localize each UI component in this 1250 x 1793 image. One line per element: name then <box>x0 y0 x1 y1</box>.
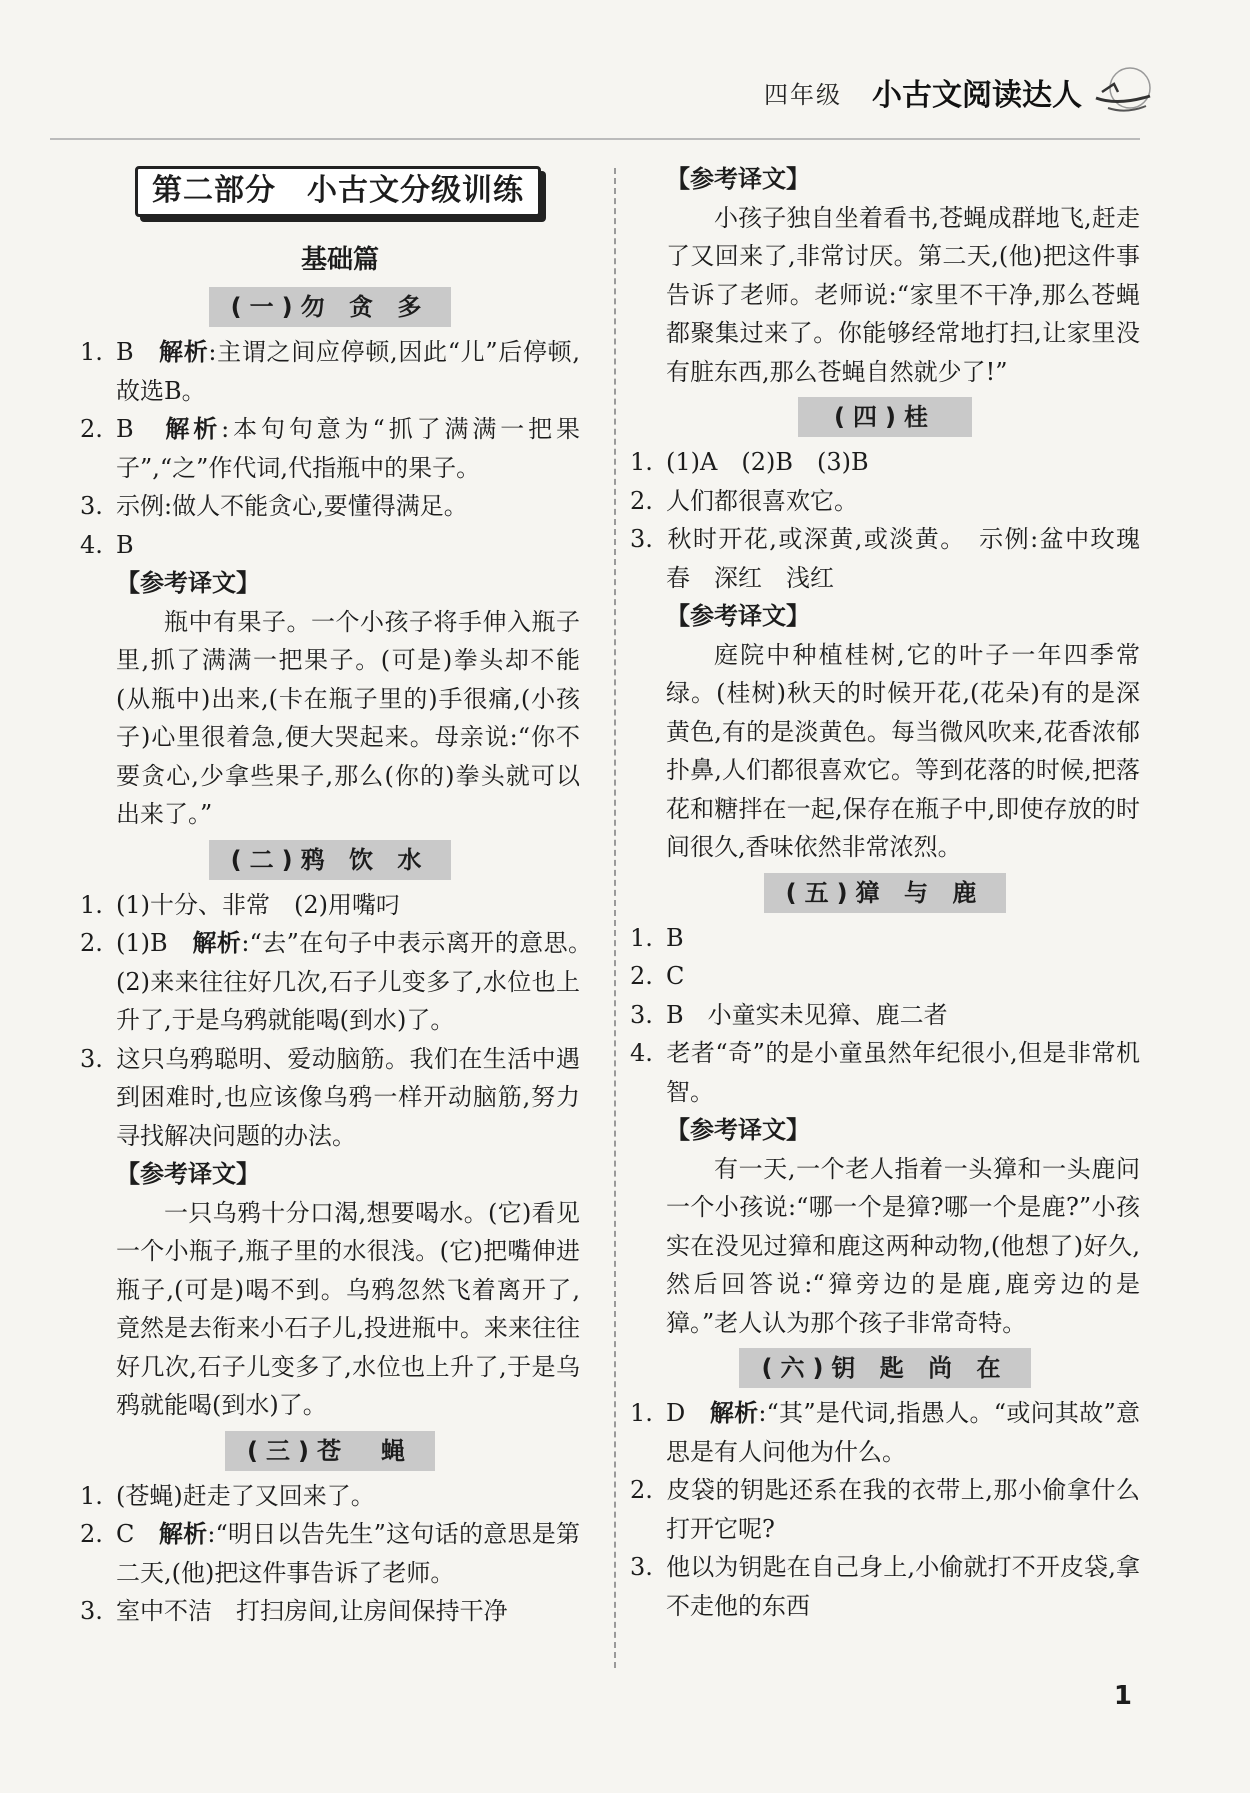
answer-item <box>80 886 580 925</box>
answer-item <box>630 482 1140 521</box>
item-text: 室中不洁 打扫房间,让房间保持干净 <box>116 1597 508 1625</box>
section-heading <box>80 840 580 880</box>
item-answer: C <box>116 1520 159 1548</box>
level-title: 基础篇 <box>300 244 379 275</box>
item-number: 1. <box>80 1481 103 1510</box>
item-number: 2. <box>80 1520 103 1548</box>
item-number: 3. <box>80 492 103 520</box>
item-number: 2. <box>80 415 103 443</box>
item-text: (1)A (2)B (3)B <box>666 448 869 476</box>
grade-label: 四年级 <box>764 80 842 109</box>
section-heading <box>630 397 1140 437</box>
item-number: 1. <box>80 338 103 366</box>
answer-item <box>80 333 580 410</box>
item-number: 3. <box>630 1553 653 1581</box>
item-text: 示例:做人不能贪心,要懂得满足。 <box>116 492 468 520</box>
item-text: 皮袋的钥匙还系在我的衣带上,那小偷拿什么打开它呢? <box>666 1476 1140 1543</box>
left-sections <box>80 287 604 1631</box>
item-answer: (1)B <box>116 929 193 957</box>
item-number: 4. <box>80 530 103 559</box>
item-number: 2. <box>80 929 103 957</box>
answer-item <box>630 1394 1140 1471</box>
book-title: 小古文阅读达人 <box>872 78 1082 113</box>
analysis-label: 解析 <box>709 1399 759 1427</box>
header-rule <box>50 138 1140 140</box>
analysis-label: 解析 <box>165 415 222 443</box>
item-number: 1. <box>630 448 653 476</box>
section-heading <box>630 873 1140 913</box>
item-answer: B <box>116 338 160 366</box>
right-sections <box>630 160 1164 1625</box>
item-text: :“其”是代词,指愚人。“或问其故”意思是有人问他为什么。 <box>666 1399 1141 1466</box>
left-column <box>80 160 604 1631</box>
answer-item <box>630 919 1140 958</box>
section-title: (二)鸦 饮 水 <box>209 840 452 880</box>
item-answer: B <box>116 415 166 443</box>
item-text: 这只乌鸦聪明、爱动脑筋。我们在生活中遇到困难时,也应该像乌鸦一样开动脑筋,努力寻找解决问题的办法。 <box>116 1044 580 1150</box>
answer-item <box>630 443 1140 482</box>
item-text: :主谓之间应停顿,因此“儿”后停顿,故选B。 <box>116 338 581 405</box>
item-number: 3. <box>630 1000 653 1029</box>
page-number: 1 <box>1113 1681 1132 1711</box>
reference-label: 【参考译文】 <box>116 1160 260 1188</box>
answer-item <box>630 996 1140 1035</box>
page-header <box>764 62 1158 122</box>
item-number: 3. <box>80 1044 103 1073</box>
answer-item <box>630 520 1164 597</box>
reference-label: 【参考译文】 <box>666 602 810 630</box>
part-title: 第二部分 小古文分级训练 <box>135 166 541 217</box>
item-number: 1. <box>630 1399 653 1427</box>
item-text: 老者“奇”的是小童虽然年纪很小,但是非常机智。 <box>666 1039 1140 1106</box>
section-title: (五)獐 与 鹿 <box>764 873 1007 913</box>
item-answer: C <box>666 962 685 990</box>
section-heading <box>630 1348 1140 1388</box>
item-answer: B <box>666 923 684 952</box>
answer-item <box>80 1515 580 1592</box>
item-text: 他以为钥匙在自己身上,小偷就打不开皮袋,拿不走他的东西 <box>666 1553 1140 1620</box>
section-title: (三)苍 蝇 <box>225 1431 435 1471</box>
answer-item <box>80 1477 580 1516</box>
translation-paragraph: 小孩子独自坐着看书,苍蝇成群地飞,赶走了又回来了,非常讨厌。第二天,(他)把这件事告诉了老师。老师说:“家里不干净,那么苍蝇都聚集过来了。你能够经常地打扫,让家里没有脏东西,那么苍蝇自然就少了!” <box>666 203 1140 386</box>
item-number: 2. <box>630 1476 653 1504</box>
answer-item <box>80 1040 580 1156</box>
item-text: 秋时开花,或深黄,或淡黄。 示例:盆中玫瑰 春 深红 浅红 <box>666 525 1164 592</box>
item-number: 2. <box>630 486 653 515</box>
item-answer: B <box>116 530 134 559</box>
translation-paragraph: 庭院中种植桂树,它的叶子一年四季常绿。(桂树)秋天的时候开花,(花朵)有的是深黄色,有的是淡黄色。每当微风吹来,花香浓郁扑鼻,人们都很喜欢它。等到花落的时候,把落花和糖拌在一起,保存在瓶子中,即使存放的时间很久,香味依然非常浓烈。 <box>666 640 1140 861</box>
column-divider <box>614 168 616 1668</box>
item-number: 3. <box>630 525 653 553</box>
section-heading <box>80 1431 580 1471</box>
item-number: 3. <box>80 1597 103 1625</box>
analysis-label: 解析 <box>192 929 242 957</box>
item-answer: D <box>666 1399 710 1427</box>
answer-item <box>80 924 604 1040</box>
answer-item <box>80 526 580 565</box>
item-text: 小童实未见獐、鹿二者 <box>707 1000 948 1029</box>
section-title: (四)桂 <box>798 397 972 437</box>
answer-item <box>80 1592 580 1631</box>
item-text: 人们都很喜欢它。 <box>666 486 858 515</box>
item-text: :“去”在句子中表示离开的意思。 (2)来来往往好几次,石子儿变多了,水位也上升了,于是乌鸦就能喝(到水)了。 <box>116 929 604 1034</box>
answer-item <box>80 487 580 526</box>
answer-item <box>630 957 1140 996</box>
section-title: (一)勿 贪 多 <box>209 287 452 327</box>
item-text: :本句句意为“抓了满满一把果子”,“之”作代词,代指瓶中的果子。 <box>116 415 580 482</box>
right-column <box>630 160 1164 1625</box>
item-number: 1. <box>630 923 653 952</box>
translation-paragraph: 一只乌鸦十分口渴,想要喝水。(它)看见一个小瓶子,瓶子里的水很浅。(它)把嘴伸进瓶子,(可是)喝不到。乌鸦忽然飞着离开了,竟然是去衔来小石子儿,投进瓶中。来来往往好几次,石子儿变多了,水位也上升了,于是乌鸦就能喝(到水)了。 <box>116 1198 580 1419</box>
item-number: 4. <box>630 1039 653 1067</box>
translation-paragraph: 有一天,一个老人指着一头獐和一头鹿问一个小孩说:“哪一个是獐?哪一个是鹿?”小孩实在没见过獐和鹿这两种动物,(他想了)好久,然后回答说:“獐旁边的是鹿,鹿旁边的是獐。”老人认为那个孩子非常奇特。 <box>666 1154 1140 1337</box>
item-answer: B <box>666 1000 708 1029</box>
item-text: (1)十分、非常 (2)用嘴叼 <box>116 890 400 919</box>
answer-item <box>630 1548 1140 1625</box>
item-number: 2. <box>630 962 653 990</box>
item-text: (苍蝇)赶走了又回来了。 <box>116 1481 375 1510</box>
boat-moon-icon <box>1088 62 1158 122</box>
analysis-label: 解析 <box>158 1520 208 1548</box>
item-text: :“明日以告先生”这句话的意思是第二天,(他)把这件事告诉了老师。 <box>116 1520 580 1587</box>
translation-paragraph: 瓶中有果子。一个小孩子将手伸入瓶子里,抓了满满一把果子。(可是)拳头却不能(从瓶中)出来,(卡在瓶子里的)手很痛,(小孩子)心里很着急,便大哭起来。母亲说:“你不要贪心,少拿些果子,那么(你的)拳头就可以出来了。” <box>116 607 580 828</box>
analysis-label: 解析 <box>159 338 209 366</box>
answer-item <box>630 1471 1140 1548</box>
reference-label: 【参考译文】 <box>666 1116 810 1144</box>
section-heading <box>80 287 580 327</box>
reference-label: 【参考译文】 <box>666 165 810 193</box>
answer-item <box>80 410 580 487</box>
answer-item <box>630 1034 1140 1111</box>
reference-label: 【参考译文】 <box>116 569 260 597</box>
section-title: (六)钥 匙 尚 在 <box>739 1348 1030 1388</box>
item-number: 1. <box>80 890 103 919</box>
